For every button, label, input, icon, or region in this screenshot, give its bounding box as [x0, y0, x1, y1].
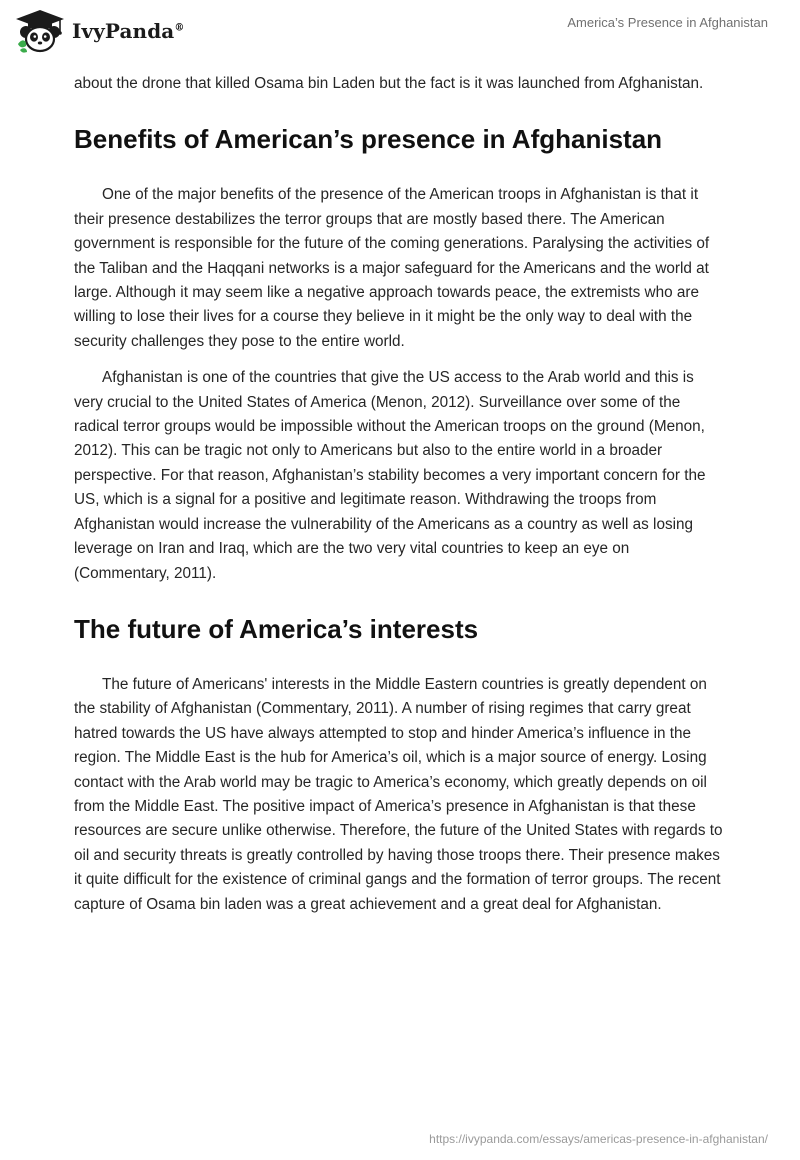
essay-body	[74, 72, 724, 917]
brand-logo[interactable]	[14, 8, 184, 54]
continued-paragraph: about the drone that killed Osama bin Laden but the fact is it was launched from Afghanistan.	[74, 75, 704, 92]
section-heading-future: The future of America’s interests	[74, 613, 479, 644]
paragraph: One of the major benefits of the presence of the American troops in Afghanistan is that it their presence destabilizes the terror groups that are mostly based there. The American government is responsible for the future of the coming generations. Paralysing the activities of the Taliban and the Haqqani networks is a major safeguard for the Americans and the world at large. Although it may seem like a negative approach towards peace, the extremists who are willing to lose their lives for a course they believe in it might be the only way to deal with the security challenges they pose to the entire world.	[74, 186, 710, 350]
paragraph: Afghanistan is one of the countries that give the US access to the Arab world and this is very crucial to the United States of America (Menon, 2012). Surveillance over some of the radical terror groups would be impossible without the American troops on the ground (Menon, 2012). This can be tragic not only to Americans but also to the entire world in a broader perspective. For that reason, Afghanistan’s stability becomes a very important concern for the US, which is a signal for a positive and legitimate reason. Withdrawing the troops from Afghanistan would increase the vulnerability of the Americans as a country as well as losing leverage on Iran and Iraq, which are the two very vital countries to keep an eye on (Commentary, 2011).	[74, 369, 706, 582]
paragraph: The future of Americans' interests in the Middle Eastern countries is greatly dependent on the stability of Afghanistan (Commentary, 2011). A number of rising regimes that carry great hatred towards the US have always attempted to stop and hinder America’s influence in the region. The Middle East is the hub for America’s oil, which is a major source of energy. Losing contact with the Arab world may be tragic to America’s economy, which greatly depends on oil from the Middle East. The positive impact of America’s presence in Afghanistan is that these resources are secure unlike otherwise. Therefore, the future of the United States with regards to oil and security threats is greatly controlled by having those troops there. Their presence makes it quite difficult for the existence of criminal gangs and the formation of terror groups. The recent capture of Osama bin laden was a great achievement and a great deal for Afghanistan.	[74, 675, 723, 913]
section-heading-benefits: Benefits of American’s presence in Afghanistan	[74, 124, 663, 155]
document-title: America’s Presence in Afghanistan	[567, 15, 768, 30]
panda-graduate-icon	[14, 8, 66, 54]
brand-name: IvyPanda®	[72, 19, 185, 43]
source-url-link[interactable]: https://ivypanda.com/essays/americas-presence-in-afghanistan/	[429, 1132, 768, 1146]
page-header	[0, 0, 800, 62]
